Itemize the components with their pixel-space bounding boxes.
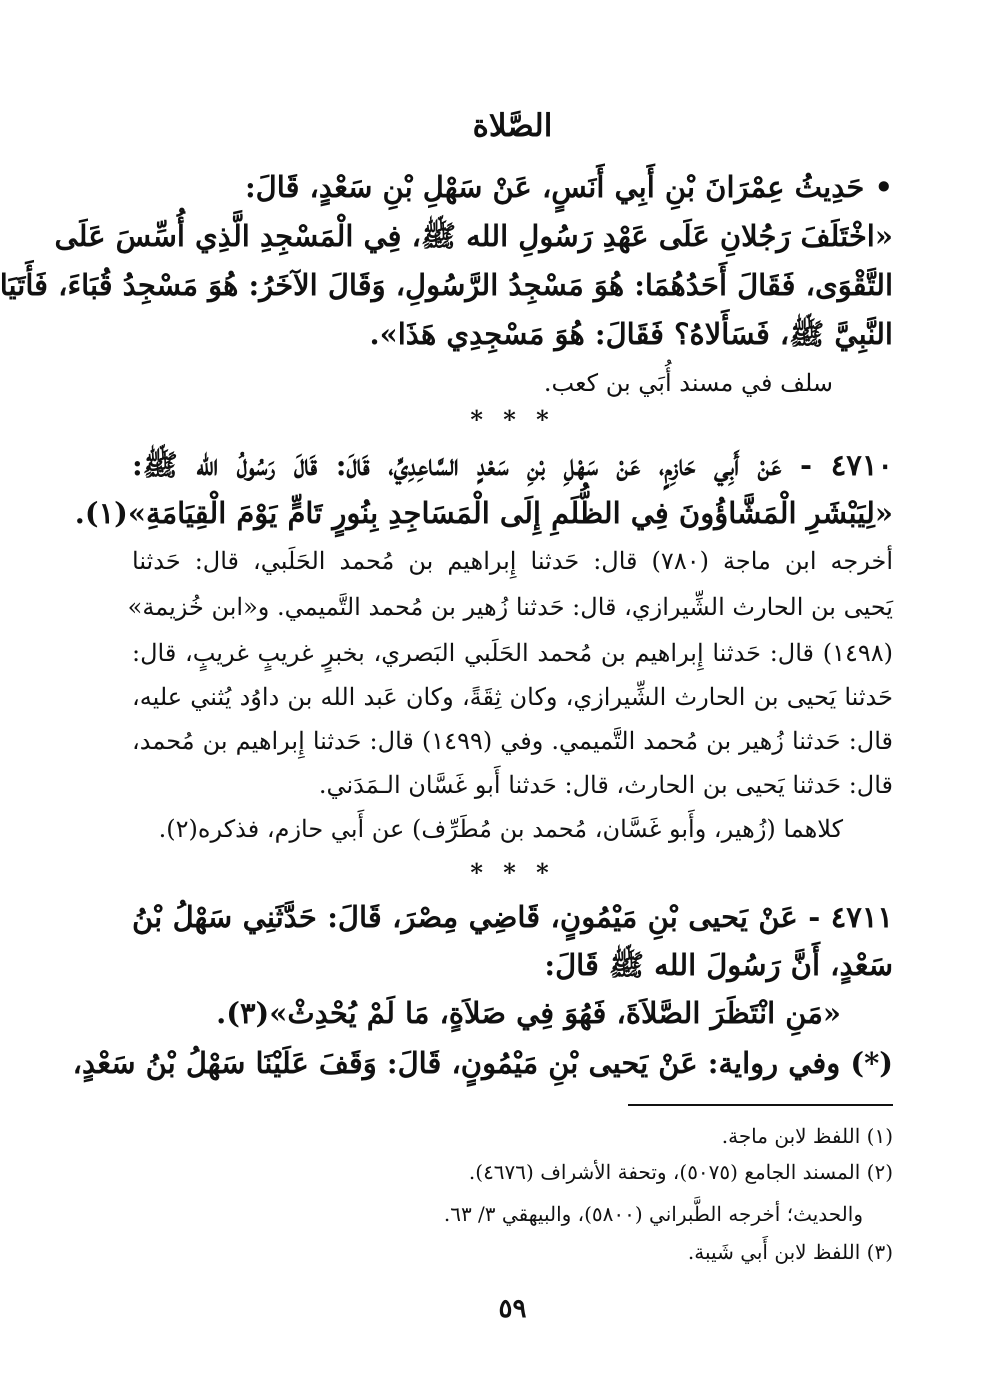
footnote-divider [628, 1104, 893, 1106]
footnote-2-continued: والحديث؛ أخرجه الطَّبراني (٥٨٠٠)، والبيهقي ٣/ ٦٣. [443, 1202, 863, 1226]
hadith-text-line: «اخْتَلَفَ رَجُلانِ عَلَى عَهْدِ رَسُولِ الله ﷺ، فِي الْمَسْجِدِ الَّذِي أُسِّسَ عَلَى [54, 219, 893, 253]
hadith-intro-line: • حَدِيثُ عِمْرَانَ بْنِ أَبِي أَنَسٍ، عَنْ سَهْلِ بْنِ سَعْدٍ، قَالَ: [244, 170, 893, 204]
commentary-line: قال: حَدثنا زُهير بن مُحمد التَّميمي. وفي (١٤٩٩) قال: حَدثنا إِبراهيم بن مُحمد، [132, 727, 893, 755]
section-separator: * * * [470, 405, 555, 434]
footnote-3: (٣) اللفظ لابن أَبي شَيبة. [687, 1240, 893, 1264]
commentary-line: يَحيى بن الحارث الشِّيرازي، قال: حَدثنا زُهير بن مُحمد التَّميمي. و«ابن خُزيمة» [127, 593, 893, 621]
chapter-heading: الصَّلاة [472, 108, 553, 144]
hadith-text-line: سَعْدٍ، أَنَّ رَسُولَ الله ﷺ قَالَ: [544, 948, 893, 982]
page-number: ٥٩ [498, 1294, 527, 1324]
hadith-number-line: ٤٧١٠ - عَنْ أَبِي حَازِمٍ، عَنْ سَهْلِ بْنِ سَعْدٍ السَّاعِدِيِّ، قَالَ: قَالَ رَسُولُ الله ﷺ: [132, 448, 893, 482]
alternate-narration-line: (*) وفي رواية: عَنْ يَحيى بْنِ مَيْمُونٍ، قَالَ: وَقَفَ عَلَيْنَا سَهْلُ بْنُ سَعْدٍ، [72, 1046, 893, 1080]
hadith-number-line: ٤٧١١ - عَنْ يَحيى بْنِ مَيْمُونٍ، قَاضِي مِصْرَ، قَالَ: حَدَّثَنِي سَهْلُ بْنُ [132, 900, 893, 934]
commentary-line: حَدثنا يَحيى بن الحارث الشِّيرازي، وكان ثِقَةً، وكان عَبد الله بن داوُد يُثني عليه، [132, 683, 893, 711]
commentary-line: (١٤٩٨) قال: حَدثنا إِبراهيم بن مُحمد الحَلَبي البَصري، بخبرٍ غريبٍ غريبٍ، قال: [132, 639, 893, 667]
hadith-text-line: النَّبِيَّ ﷺ، فَسَأَلاهُ؟ فَقَالَ: هُوَ مَسْجِدِي هَذَا». [369, 317, 893, 351]
commentary-line: قال: حَدثنا يَحيى بن الحارث، قال: حَدثنا أَبو غَسَّان الـمَدَني. [318, 771, 893, 799]
hadith-text-line: «لِيَبْشَرِ الْمَشَّاؤُونَ فِي الظُّلَمِ إِلَى الْمَسَاجِدِ بِنُورٍ تَامٍّ يَوْمَ الْقِيَامَةِ»(١). [74, 496, 893, 530]
cross-reference-note: سلف في مسند أُبَي بن كعب. [543, 369, 833, 397]
commentary-summary: كلاهما (زُهير، وأَبو غَسَّان، مُحمد بن مُطَرِّف) عن أَبي حازم، فذكره(٢). [158, 815, 843, 843]
footnote-1: (١) اللفظ لابن ماجة. [721, 1124, 893, 1148]
hadith-text-line: «مَنِ انْتَظَرَ الصَّلاَةَ، فَهُوَ فِي صَلاَةٍ، مَا لَمْ يُحْدِثْ»(٣). [216, 996, 841, 1030]
commentary-line: أخرجه ابن ماجة (٧٨٠) قال: حَدثنا إِبراهيم بن مُحمد الحَلَبي، قال: حَدثنا [132, 547, 894, 575]
hadith-text-line: التَّقْوَى، فَقَالَ أَحَدُهُمَا: هُوَ مَسْجِدُ الرَّسُولِ، وَقَالَ الآخَرُ: هُوَ مَسْجِدُ قُبَاءَ، فَأَتَيَا [0, 268, 893, 302]
footnote-2: (٢) المسند الجامع (٥٠٧٥)، وتحفة الأشراف (٤٦٧٦). [468, 1160, 893, 1184]
section-separator: * * * [470, 858, 555, 887]
